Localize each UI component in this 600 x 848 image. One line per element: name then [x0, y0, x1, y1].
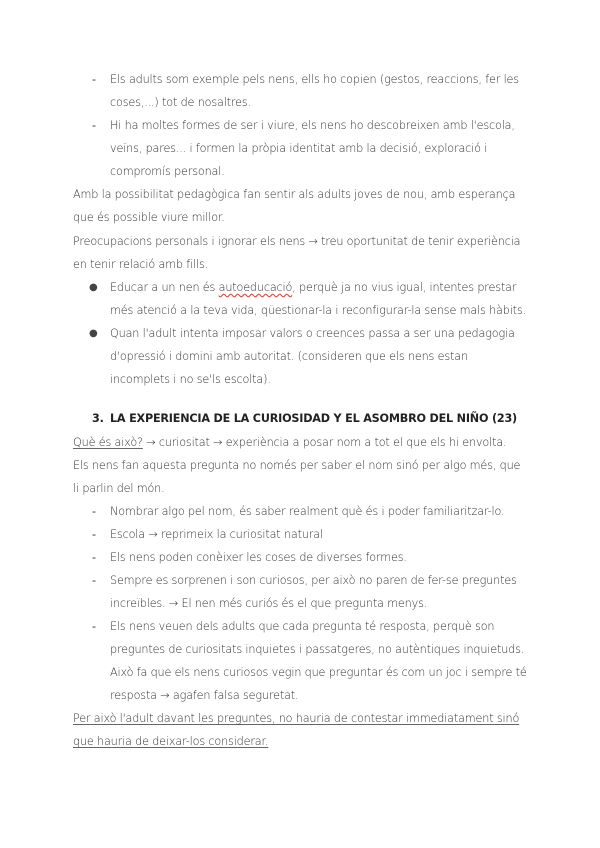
list-item-line: Nombrar algo pel nom, és saber realment què és i poder familiaritzar-lo. — [110, 505, 505, 518]
underlined-term: autoeducació — [218, 281, 293, 294]
bullet-marker: ● — [89, 328, 98, 339]
list-item-line: Hi ha moltes formes de ser i viure, els nens ho descobreixen amb l'escola, — [110, 119, 515, 132]
closing-line — [73, 735, 268, 749]
paragraph-line: que és possible viure millor. — [73, 211, 225, 224]
list-item-line: Els nens poden conèixer les coses de diverses formes. — [110, 551, 407, 564]
section-title: LA EXPERIENCIA DE LA CURIOSIDAD Y EL ASOMBRO DEL NIÑO (23) — [110, 412, 517, 425]
underlined-text: Per això l'adult davant les preguntes, no hauria de contestar immediatament sinó — [73, 712, 520, 725]
list-item-line: increïbles. → El nen més curiós és el que pregunta menys. — [110, 597, 428, 610]
paragraph-line: Amb la possibilitat pedagògica fan sentir als adults joves de nou, amb esperança — [73, 188, 516, 201]
underlined-question: Què és això? — [73, 436, 143, 449]
bullet-line — [110, 281, 516, 295]
bullet-marker: ● — [89, 282, 98, 293]
question-rest: → curiositat → experiència a posar nom a tot el que els hi envolta. — [142, 436, 507, 449]
list-marker: - — [92, 620, 97, 633]
underlined-text: que hauria de deixar-los considerar. — [73, 735, 269, 748]
paragraph-line: li parlin del món. — [73, 482, 165, 495]
paragraph-line: Els nens fan aquesta pregunta no només per saber el nom sinó per algo més, que — [73, 459, 521, 472]
paragraph-line: en tenir relació amb fills. — [73, 258, 209, 271]
bullet-text: , perquè ja no vius igual, intentes prestar — [292, 281, 517, 294]
paragraph-line: Preocupacions personals i ignorar els nens → treu oportunitat de tenir experiència — [73, 235, 521, 248]
list-item-line: preguntes de curiositats inquietes i passatgeres, no autèntiques inquietuds. — [110, 643, 525, 656]
section-number: 3. — [92, 412, 104, 425]
list-item-line: resposta → agafen falsa seguretat. — [110, 689, 299, 702]
bullet-line: Quan l'adult intenta imposar valors o creences passa a ser una pedagogia — [110, 327, 515, 340]
list-marker: - — [92, 528, 97, 541]
list-marker: - — [92, 551, 97, 564]
bullet-line: incomplets i no se'ls escolta). — [110, 373, 271, 386]
question-line — [73, 436, 506, 450]
list-marker: - — [92, 505, 97, 518]
list-item-line: compromís personal. — [110, 165, 225, 178]
list-marker: - — [92, 574, 97, 587]
list-item-line: Escola → reprimeix la curiositat natural — [110, 528, 323, 541]
list-item-line: Això fa que els nens curiosos vegin que preguntar és com un joc i sempre té — [110, 666, 527, 679]
list-item-line: veïns, pares... i formen la pròpia identitat amb la decisió, exploració i — [110, 142, 488, 155]
list-item-line: Sempre es sorprenen i son curiosos, per això no paren de fer-se preguntes — [110, 574, 517, 587]
bullet-line: d'opressió i domini amb autoritat. (consideren que els nens estan — [110, 350, 468, 363]
list-item-line: coses,...) tot de nosaltres. — [110, 96, 251, 109]
bullet-text: Educar a un nen és — [110, 281, 219, 294]
list-item-line: Els adults som exemple pels nens, ells ho copien (gestos, reaccions, fer les — [110, 73, 519, 86]
closing-line — [73, 712, 519, 726]
bullet-line: més atenció a la teva vida, qüestionar-la i reconfigurar-la sense mals hàbits. — [110, 304, 526, 317]
list-marker: - — [92, 73, 97, 86]
list-marker: - — [92, 119, 97, 132]
list-item-line: Els nens veuen dels adults que cada pregunta té resposta, perquè son — [110, 620, 495, 633]
